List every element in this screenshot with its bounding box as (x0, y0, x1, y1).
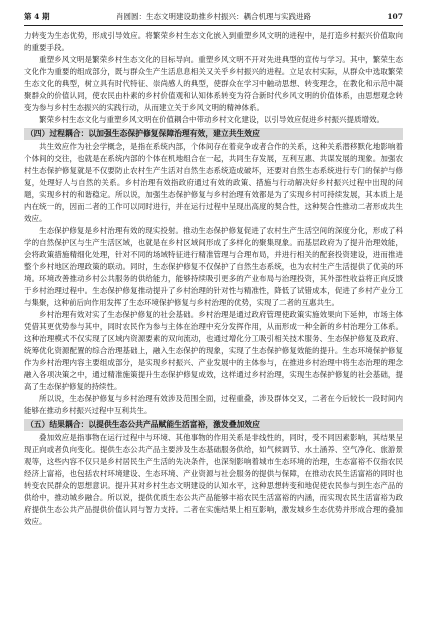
section-heading: （五）结果耦合：以提供生态公共产品赋能生活富裕，激发叠加效应 (24, 419, 403, 431)
article-running-title: 肖圆圆：生态文明建设助推乡村振兴：耦合机理与实践进路 (116, 12, 311, 21)
section-heading: （四）过程耦合：以加强生态保护修复保障治理有效，建立共生效应 (24, 128, 403, 140)
article-body (24, 30, 403, 528)
body-paragraph: 重塑乡风文明是繁荣乡村生态文化的目标导向。重塑乡风文明不开对先进典型的宣传与学习。其中，繁荣生态文化作为重要的组成部分，既与群众生产生活息息相关又关乎乡村振兴的进程。立足农村实际，从群众中选取繁荣生态文化的典型，树立具有时代特征、崇尚感人的典型，使群众在学习中触动思想、转变理念，在教化和示范中凝聚群众的价值认同，使农民由朴素的乡村价值观和认知体系转变为符合新时代乡风文明的价值体系，由思想观念转变为参与乡村生态振兴的实践行动，从而建立关于乡风文明的精神体系。 (24, 55, 403, 112)
body-paragraph: 所以说，生态保护修复与乡村治理有效涉及范围全面，过程重叠，涉及群体交叉，二者在今后较长一段时间内能够在推动乡村振兴过程中互利共生。 (24, 394, 403, 415)
header-divider (24, 25, 403, 26)
issue-number: 第 4 期 (24, 12, 50, 21)
running-header (24, 10, 403, 24)
body-paragraph: 叠加效应是指事物在运行过程中与环境、其他事物的作用关系是非线性的，同时，受不同因素影响，其结果呈现正向或者负向变化。提供生态公共产品主要涉及生态基础服务供给，如气候调节、水土涵养、空气净化、旅游景观等，这些内容不仅只是乡村居民生产生活的先决条件，也深刻影响着城市生态环境的治理，生态富裕不仅指农民经济上富裕，也包括农村环境建设、生态环境、产业资源与社会服务的提供与保障，在推动农民生活富裕的同时也转变农民群众的思想意识。提升其对乡村生态文明建设的认知水平，这种思想转变和地促使农民参与到生态产品的供给中，推动城乡融合。所以说，提供优质生态公共产品能够丰裕农民生活富裕的内涵，而实现农民生活富裕为政府提供生态公共产品提供价值认同与智力支持。二者在实施结果上相互影响，激发城乡生态优势并形成合理的叠加效应。 (24, 433, 403, 526)
body-paragraph: 共生效应作为社会学概念，是指在系统内部，个体间存在着竞争或者合作的关系，这种关系潜移默化地影响着个体间的交往，也就是在系统内部的个体在机地组合在一起，共同生存发展，互利互惠、共谋发展的现象。加强农村生态保护修复就是不仅要防止农村生产生活对自然生态系统造成破坏，还要对自然生态系统进行专门的保护与修复，处理好人与自然的关系。乡村治理有效指政府通过有效的政策、措施与行动解决好乡村振兴过程中出现的问题，实现乡村的和谐稳定。所以说，加强生态保护修复与乡村治理有效都是为了实现乡村可持续发展，其本质上是内在统一的，因而二者的工作可以同时进行，并在运行过程中呈现出高度的契合性，这种契合性推动二者形成共生效应。 (24, 142, 403, 223)
body-paragraph: 繁荣乡村生态文化与重塑乡风文明在价值耦合中带动乡村文化建设，以引导效应促进乡村振兴提质增效。 (39, 115, 384, 124)
page-number: 107 (387, 12, 403, 21)
body-paragraph: 乡村治理有效对实了生态保护修复的社会基础。乡村治理是通过政府管理使政策实施效果向下延伸，市场主体凭借其更优势参与其中，同时农民作为参与主体在治理中充分发挥作用，从而形成一种全新的乡村治理分工体系。这种治理模式不仅实现了区域内资源要素的双向流动，也通过增化分工吸引相关技术服务、生态保护修复及政府、统筹优化资源配置的综合治理基础上，融入生态保护的现象，实现了生态保护修复效能的提升。生态环境保护修复作为乡村治理内容主要组成部分，是实现乡村振兴、产业发展中的主体参与，在推进乡村治理中将生态治理的理念融入各项决策之中，通过精准施策提升生态保护修复成效，这样通过乡村治理，实现生态保护修复的社会基础，提高了生态保护修复的持续性。 (24, 310, 403, 391)
body-paragraph: 力转变为生态优势，形成引导效应。将繁荣乡村生态文化嵌入到重塑乡风文明的进程中，是打造乡村振兴价值取向的重要手段。 (24, 31, 403, 52)
body-paragraph: 生态保护修复是乡村治理有效的现实投射。推动生态保护修复促进了农村生产生活空间的深度分化，形成了科学的自然保护区与生产生活区域，也就是在乡村区域间形成了多样化的聚集现象。而基层政府为了提升治理效能，会将政策措施精细化处理，针对不同的场域特征进行精准管理与合理布局，并进行相关的配套投资建设，进而推进整个乡村地区治理政策的联动。同时，生态保护修复不仅保护了自然生态系统，也为农村生产生活提供了优美的环境。环境改善推动乡村公共服务的供给能力，能够持续吸引更多的产业布局与治理投资，其外部性收益将正向反馈于乡村治理过程中。生态保护修复推动提升了乡村治理的针对性与精准性，降低了试错成本，促进了乡村产业分工与集聚，这种前后向作用发挥了生态环境保护修复与乡村治理的优势，实现了二者的互惠共生。 (24, 226, 403, 307)
